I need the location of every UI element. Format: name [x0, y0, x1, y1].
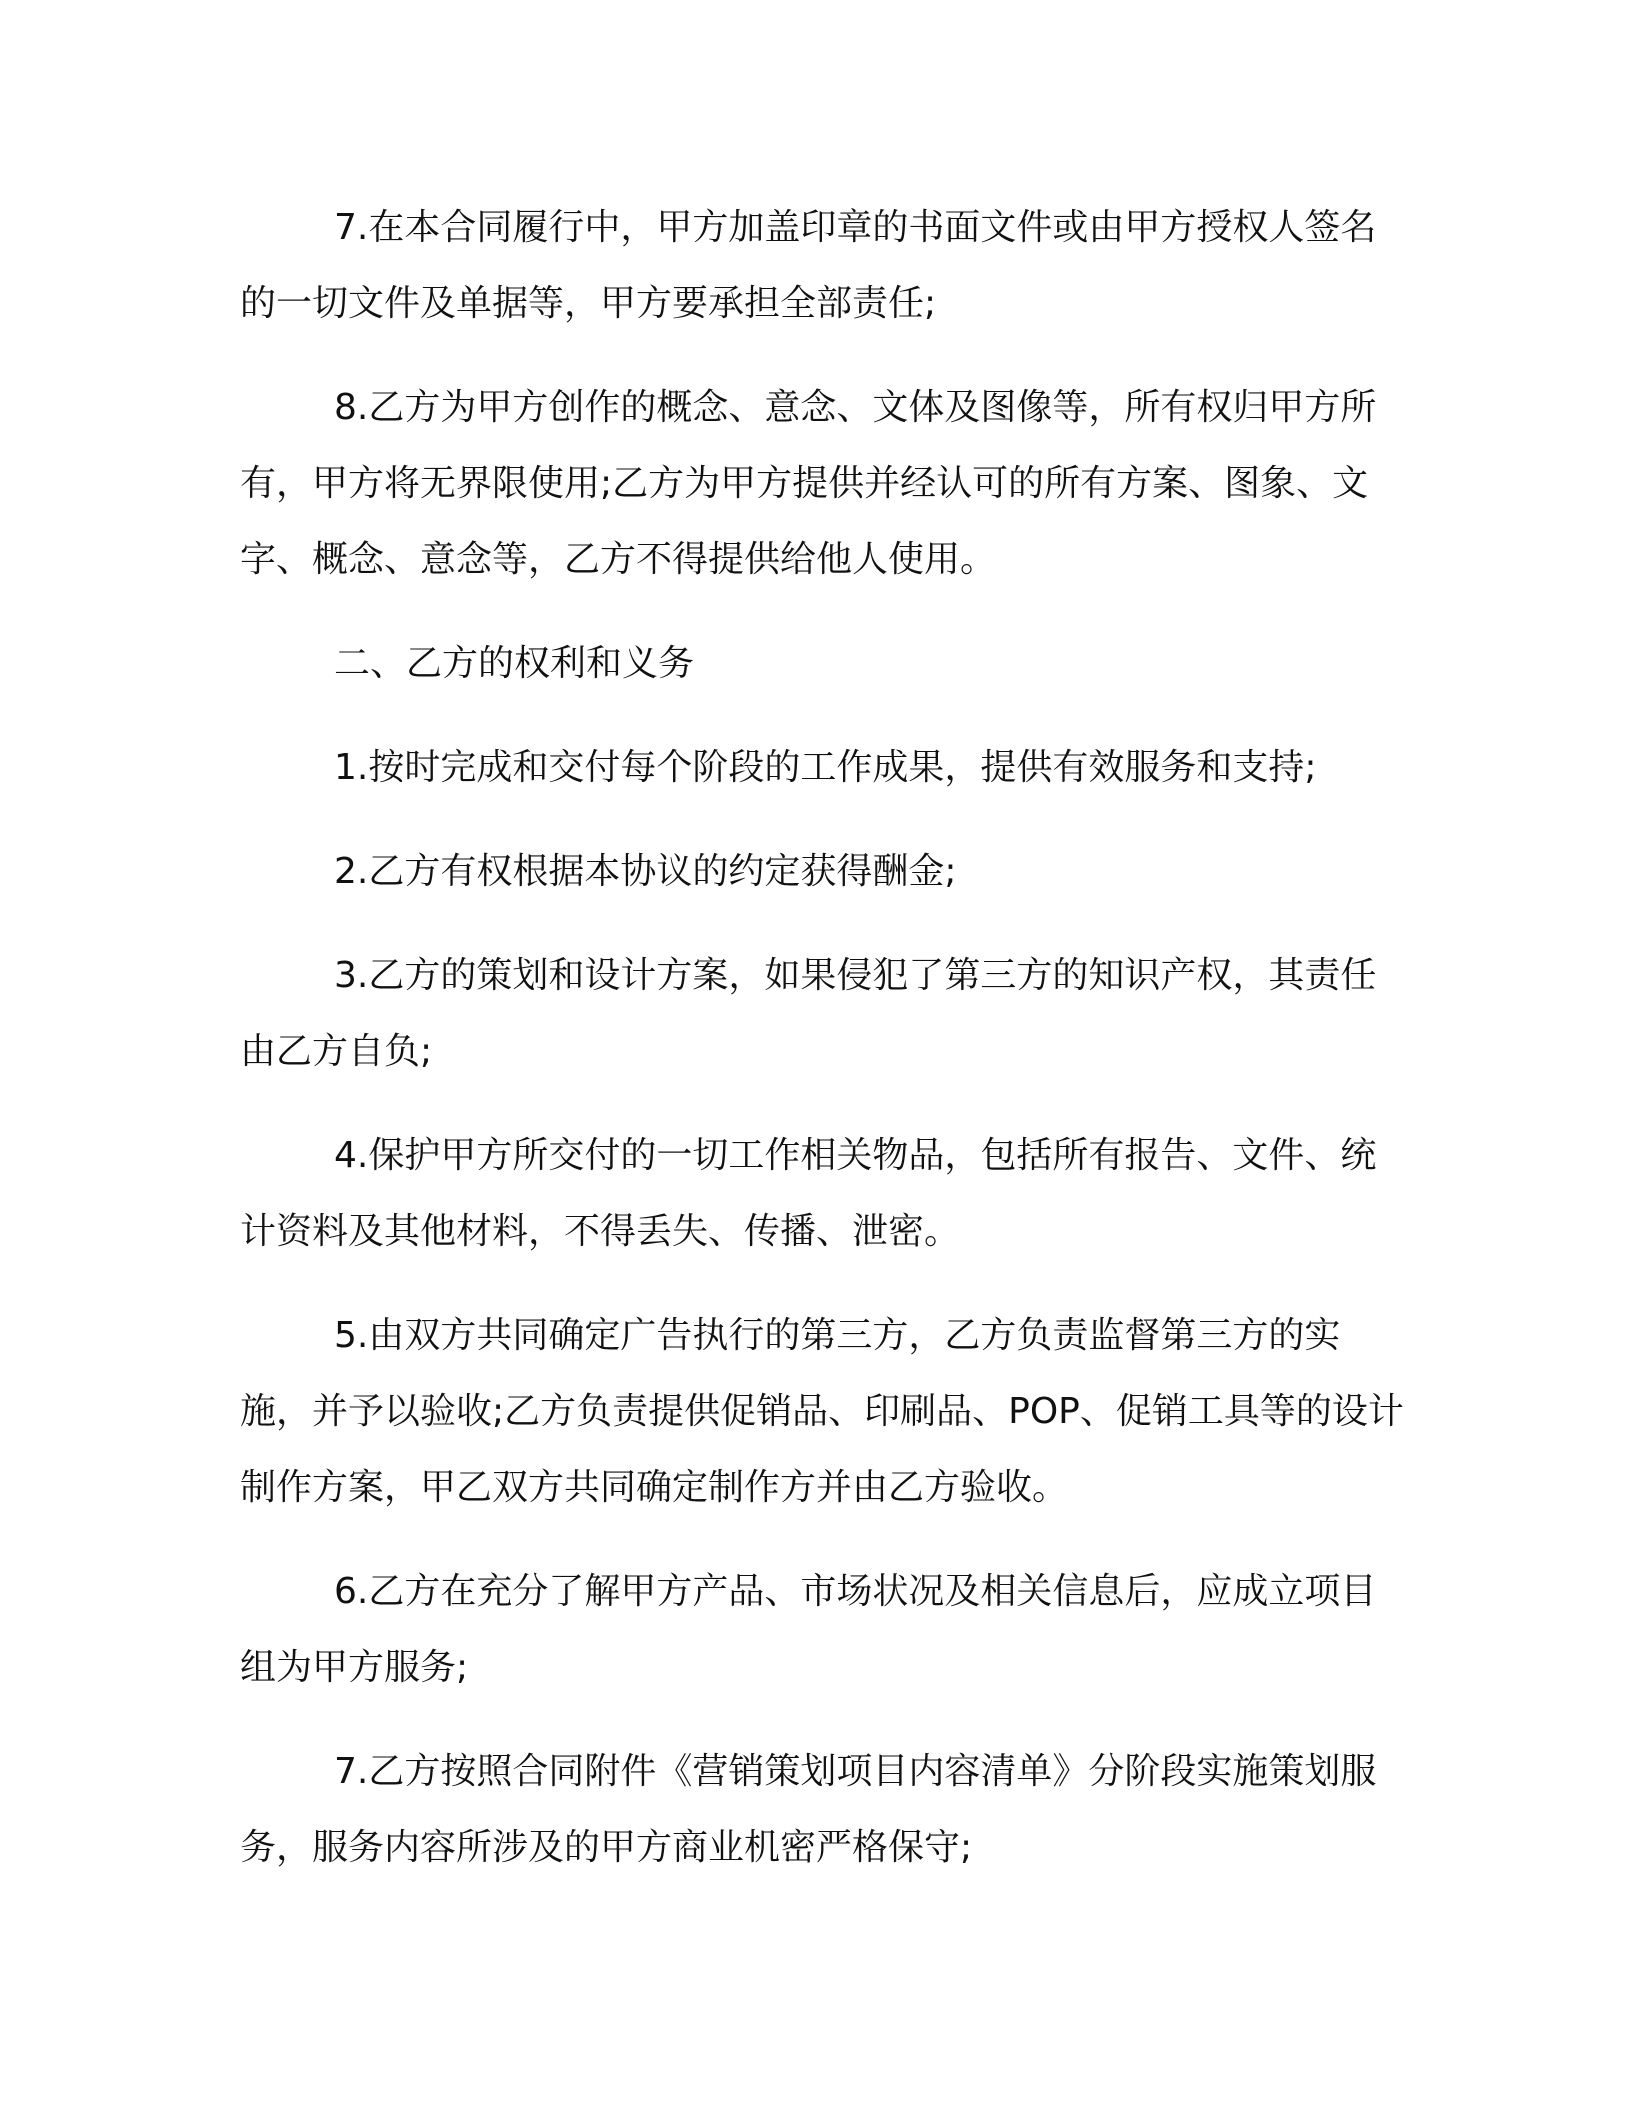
clause-b7-phased-service: 7.乙方按照合同附件《营销策划项目内容清单》分阶段实施策划服务，服务内容所涉及的甲方商业机密严格保守;: [240, 1751, 1377, 1868]
document-body: [240, 190, 1410, 1914]
clause-b3-ip-liability: 3.乙方的策划和设计方案，如果侵犯了第三方的知识产权，其责任由乙方自负;: [240, 955, 1377, 1072]
clause-a7-document-responsibility: 7.在本合同履行中，甲方加盖印章的书面文件或由甲方授权人签名的一切文件及单据等，甲方要承担全部责任;: [240, 207, 1377, 324]
section-heading-party-b-rights: 二、乙方的权利和义务: [334, 643, 695, 684]
clause-a8-ownership: 8.乙方为甲方创作的概念、意念、文体及图像等，所有权归甲方所有，甲方将无界限使用;乙方为甲方提供并经认可的所有方案、图象、文字、概念、意念等，乙方不得提供给他人使用。: [240, 387, 1377, 580]
clause-b6-project-team: 6.乙方在充分了解甲方产品、市场状况及相关信息后，应成立项目组为甲方服务;: [240, 1571, 1377, 1688]
clause-b5-third-party-supervision: 5.由双方共同确定广告执行的第三方，乙方负责监督第三方的实施，并予以验收;乙方负责提供促销品、印刷品、POP、促销工具等的设计制作方案，甲乙双方共同确定制作方并由乙方验收。: [240, 1315, 1404, 1508]
clause-b1-delivery: 1.按时完成和交付每个阶段的工作成果，提供有效服务和支持;: [334, 747, 1317, 788]
clause-b2-remuneration: 2.乙方有权根据本协议的约定获得酬金;: [334, 851, 957, 892]
clause-b4-confidentiality: 4.保护甲方所交付的一切工作相关物品，包括所有报告、文件、统计资料及其他材料，不得丢失、传播、泄密。: [240, 1135, 1377, 1252]
